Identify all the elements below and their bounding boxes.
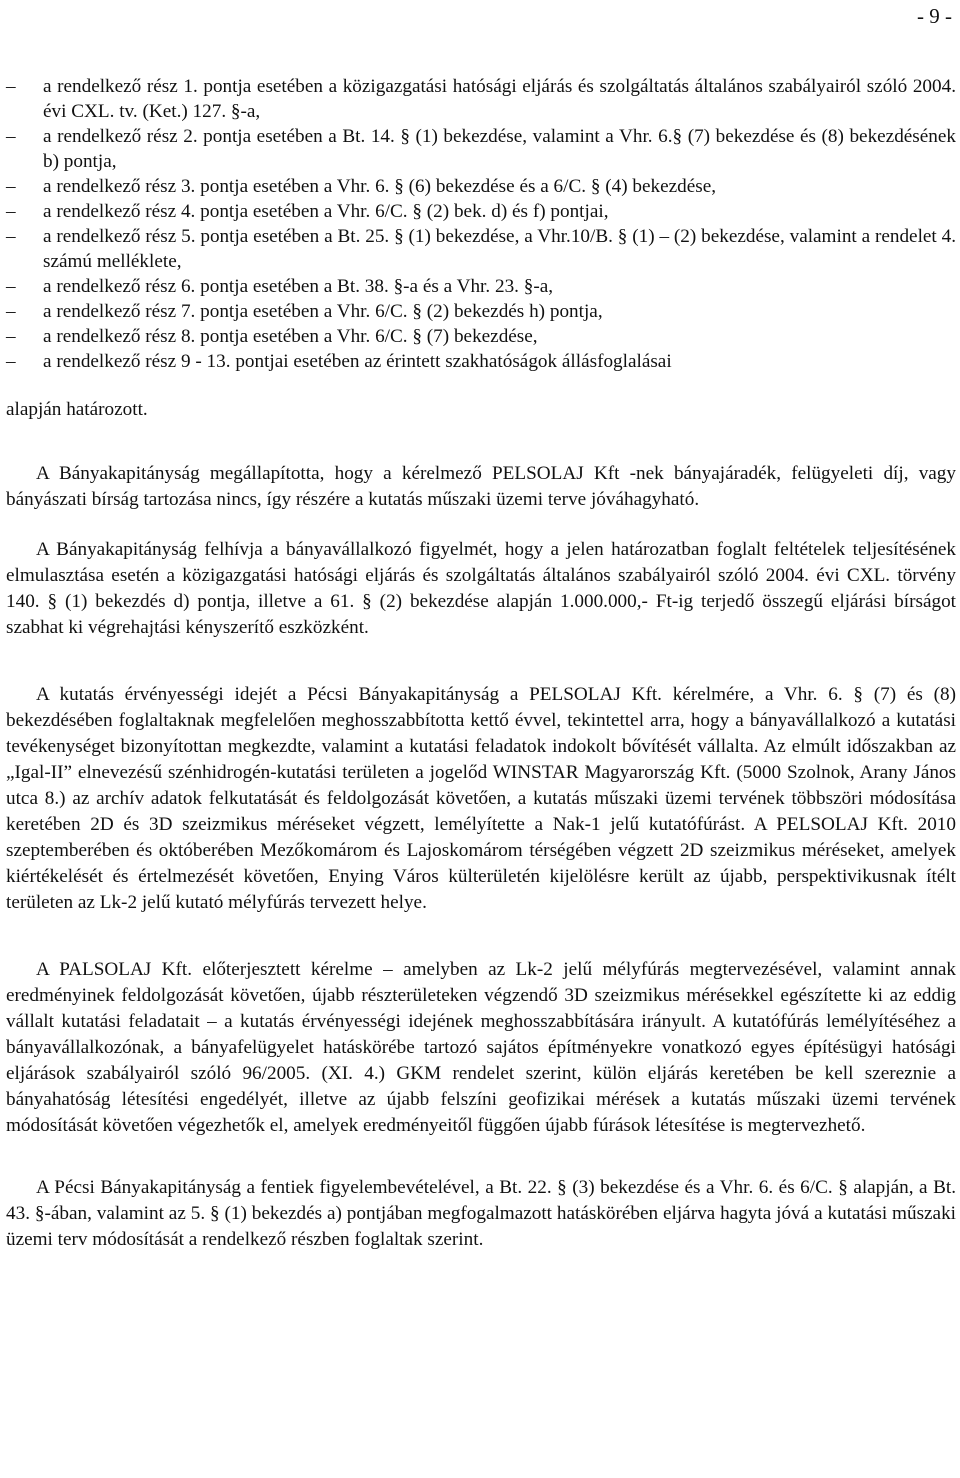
legal-basis-list xyxy=(6,74,956,374)
dash-bullet: – xyxy=(6,351,16,372)
list-trailing-text: alapján határozott. xyxy=(6,399,148,420)
list-item xyxy=(6,349,956,374)
list-item-text: a rendelkező rész 2. pontja esetében a Bt. 14. § (1) bekezdése, valamint a Vhr. 6.§ (7) bekezdése és (8) bekezdésének b) pontja, xyxy=(43,126,956,172)
paragraph-extension: A kutatás érvényességi idejét a Pécsi Bányakapitányság a PELSOLAJ Kft. kérelmére, a Vhr. 6. § (7) és (8) bekezdésében foglaltaknak megfelelően meghosszabbította kettő évvel, tekintettel arra, hogy a bányavállalkozó a kutatási tevékenységet bizonyítottan megkezdte, valamint a kutatási feladatok indokolt bővítését vállalta. Az elmúlt időszakban az „Igal-II” elnevezésű szénhidrogén-kutatási területen a jogelőd WINSTAR Magyarország Kft. (5000 Szolnok, Arany János utca 8.) az archív adatok felkutatását és feldolgozását követően, a kutatás műszaki üzemi tervének többszöri módosítása keretében 2D és 3D szeizmikus méréseket végzett, lemélyítette a Nak-1 jelű kutatófúrást. A PELSOLAJ Kft. 2010 szeptemberében és októberében Mezőkomárom és Lajoskomárom térségében végzett 2D szeizmikus méréseket, amelyek kiértékelését és értelmezését követően, Enying Város külterületén kijelölésre került az újabb, perspektivikusnak ítélt területen az Lk-2 jelű kutató mélyfúrás tervezett helye. xyxy=(6,684,956,913)
paragraph-penalty-warning: A Bányakapitányság felhívja a bányavállalkozó figyelmét, hogy a jelen határozatban foglalt feltételek teljesítésének elmulasztása esetén a közigazgatási hatósági eljárás és szolgáltatás általános szabályairól szóló 2004. évi CXL. törvény 140. § (1) bekezdés d) pontja, illetve a 61. § (2) bekezdése alapján 1.000.000,- Ft-ig terjedő összegű eljárási bírságot szabhat ki végrehajtási kényszerítő eszközként. xyxy=(6,539,956,638)
list-item xyxy=(6,299,956,324)
page-number: - 9 - xyxy=(917,4,952,28)
list-item xyxy=(6,224,956,274)
dash-bullet: – xyxy=(6,76,16,97)
list-item-text: a rendelkező rész 7. pontja esetében a Vhr. 6/C. § (2) bekezdés h) pontja, xyxy=(43,301,603,322)
list-item xyxy=(6,174,956,199)
dash-bullet: – xyxy=(6,126,16,147)
list-item xyxy=(6,324,956,349)
list-item-text: a rendelkező rész 8. pontja esetében a Vhr. 6/C. § (7) bekezdése, xyxy=(43,326,538,347)
list-item-text: a rendelkező rész 1. pontja esetében a közigazgatási hatósági eljárás és szolgáltatás általános szabályairól szóló 2004. évi CXL. tv. (Ket.) 127. §-a, xyxy=(43,76,956,122)
dash-bullet: – xyxy=(6,226,16,247)
dash-bullet: – xyxy=(6,301,16,322)
list-item-text: a rendelkező rész 4. pontja esetében a Vhr. 6/C. § (2) bek. d) és f) pontjai, xyxy=(43,201,609,222)
paragraph-request: A PALSOLAJ Kft. előterjesztett kérelme – amelyben az Lk-2 jelű mélyfúrás megtervezésével, valamint annak eredményinek feldolgozását követően, újabb részterületeken végzendő 3D szeizmikus mérésekkel egészítette ki az eddig vállalt kutatási feladatait – a kutatás érvényességi idejének meghosszabbítására irányult. A kutatófúrás lemélyítéséhez a bányavállalkozónak, a bányafelügyelet hatáskörébe tartozó sajátos építményekre vonatkozó egyes építésügyi hatósági eljárások szabályairól szóló 96/2005. (XI. 4.) GKM rendelet szerint, külön eljárás keretében be kell szereznie a bányahatóság létesítési engedélyét, illetve az újabb felszíni geofizikai mérések a kutatás műszaki üzemi tervének módosítását követően végezhetők el, amelyek eredményeitől függően újabb fúrások létesítése is megtervezhető. xyxy=(6,959,956,1136)
dash-bullet: – xyxy=(6,176,16,197)
list-item xyxy=(6,124,956,174)
list-item-text: a rendelkező rész 6. pontja esetében a Bt. 38. §-a és a Vhr. 23. §-a, xyxy=(43,276,554,297)
list-item xyxy=(6,74,956,124)
dash-bullet: – xyxy=(6,326,16,347)
paragraph-approval: A Bányakapitányság megállapította, hogy a kérelmező PELSOLAJ Kft -nek bányajáradék, felügyeleti díj, vagy bányászati bírság tartozása nincs, így részére a kutatás műszaki üzemi terve jóváhagyható. xyxy=(6,463,956,510)
list-item-text: a rendelkező rész 3. pontja esetében a Vhr. 6. § (6) bekezdése és a 6/C. § (4) bekezdése, xyxy=(43,176,717,197)
document-body xyxy=(0,74,960,1253)
dash-bullet: – xyxy=(6,201,16,222)
list-item xyxy=(6,274,956,299)
paragraph-decision: A Pécsi Bányakapitányság a fentiek figyelembevételével, a Bt. 22. § (3) bekezdése és a Vhr. 6. és 6/C. § alapján, a Bt. 43. §-ában, valamint az 5. § (1) bekezdés a) pontjában megfogalmazott hatáskörében eljárva hagyta jóvá a kutatási műszaki üzemi terv módosítását a rendelkező részben foglaltak szerint. xyxy=(6,1177,956,1250)
dash-bullet: – xyxy=(6,276,16,297)
list-item xyxy=(6,199,956,224)
list-item-text: a rendelkező rész 9 - 13. pontjai esetében az érintett szakhatóságok állásfoglalásai xyxy=(43,351,672,372)
list-item-text: a rendelkező rész 5. pontja esetében a Bt. 25. § (1) bekezdése, a Vhr.10/B. § (1) – (2) bekezdése, valamint a rendelet 4. számú melléklete, xyxy=(43,226,956,272)
